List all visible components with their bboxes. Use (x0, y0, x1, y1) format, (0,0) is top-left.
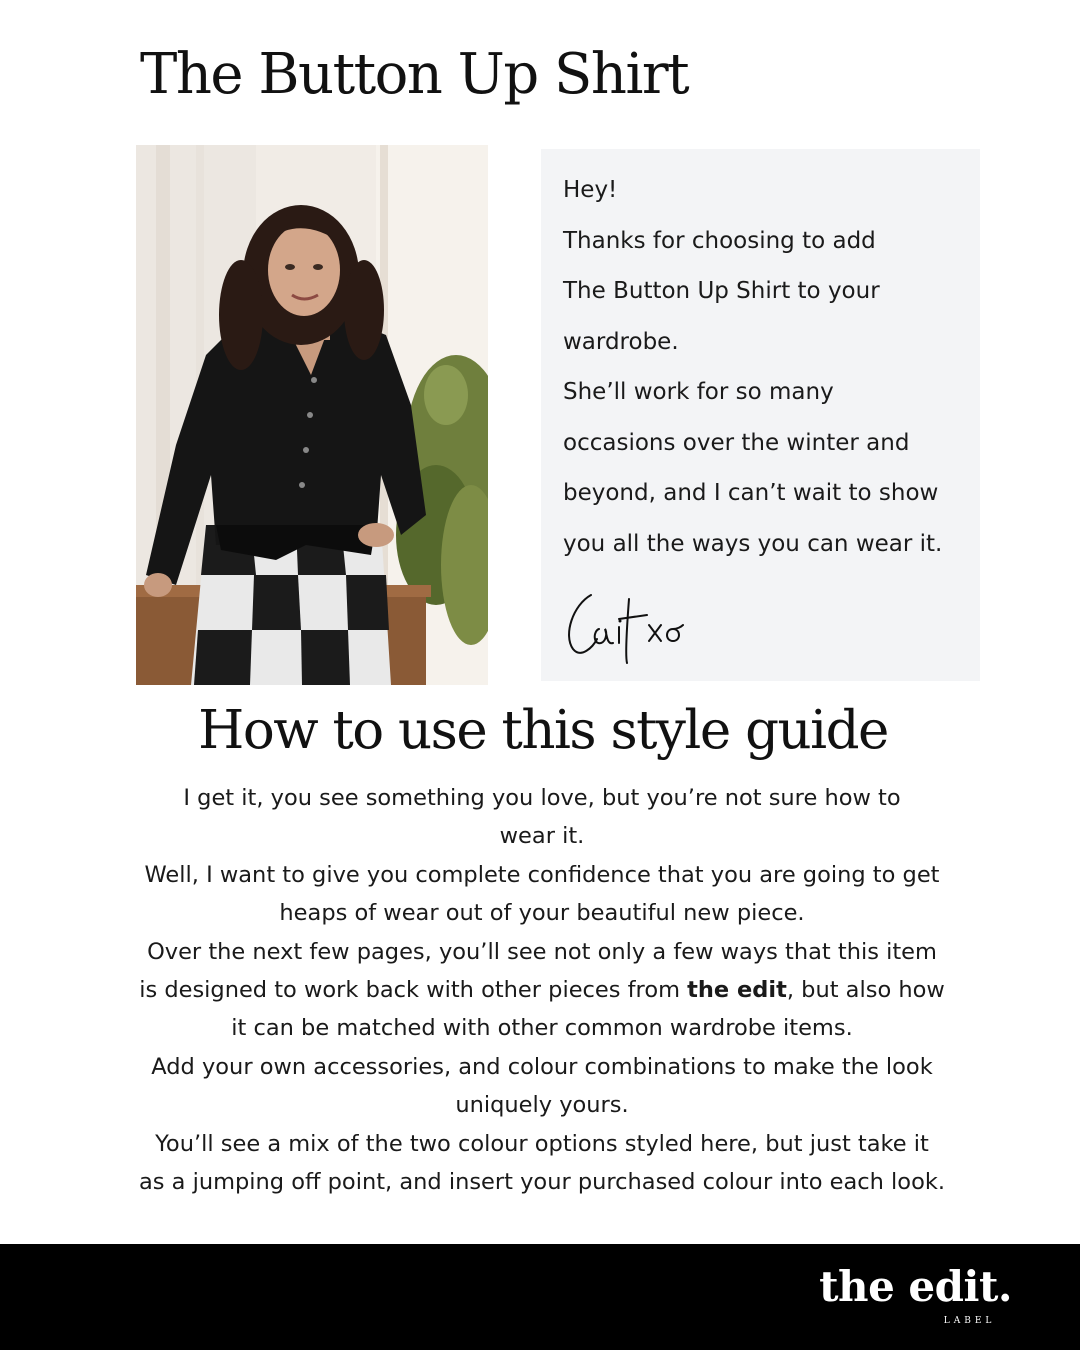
guide-line: heaps of wear out of your beautiful new piece. (279, 900, 805, 927)
brand-name-bold: the edit (687, 977, 787, 1004)
letter-line: beyond, and I can’t wait to show (563, 480, 939, 506)
letter-line: wardrobe. (563, 328, 679, 355)
guide-line: Add your own accessories, and colour combinations to make the look (151, 1053, 933, 1080)
guide-line: wear it. (499, 823, 585, 850)
letter-line: She’ll work for so many (563, 379, 834, 405)
guide-line: uniquely yours. (455, 1092, 629, 1119)
letter-line: The Button Up Shirt to your (563, 278, 880, 304)
letter-line: you all the ways you can wear it. (563, 530, 943, 557)
style-guide-text (108, 779, 976, 1201)
brand-logo (819, 1264, 1012, 1326)
welcome-letter-text (563, 165, 968, 569)
guide-text: is designed to work back with other pieces from (139, 977, 688, 1004)
welcome-letter-panel (541, 149, 980, 681)
guide-line: as a jumping off point, and insert your purchased colour into each look. (138, 1169, 946, 1196)
portrait-illustration (136, 145, 488, 685)
guide-line: Over the next few pages, you’ll see not only a few ways that this item (147, 938, 937, 965)
section-heading: How to use this style guide (198, 700, 888, 761)
guide-line: Well, I want to give you complete confidence that you are going to get (144, 861, 940, 888)
guide-line: I get it, you see something you love, but you’re not sure how to (183, 785, 901, 811)
letter-greeting: Hey! (563, 177, 618, 203)
woman-portrait-image (136, 145, 488, 685)
logo-subtitle: LABEL (943, 1316, 996, 1327)
guide-line: it can be matched with other common wardrobe items. (231, 1015, 853, 1042)
letter-line: Thanks for choosing to add (563, 227, 876, 254)
guide-line: You’ll see a mix of the two colour options styled here, but just take it (155, 1130, 929, 1157)
page-title: The Button Up Shirt (140, 42, 689, 107)
logo-wordmark: the edit. (819, 1262, 1012, 1311)
footer-bar (0, 1244, 1080, 1350)
guide-line-with-brand (108, 971, 976, 1009)
letter-line: occasions over the winter and (563, 429, 910, 456)
signature-cait-xo (563, 585, 703, 665)
guide-text: , but also how (786, 977, 945, 1004)
